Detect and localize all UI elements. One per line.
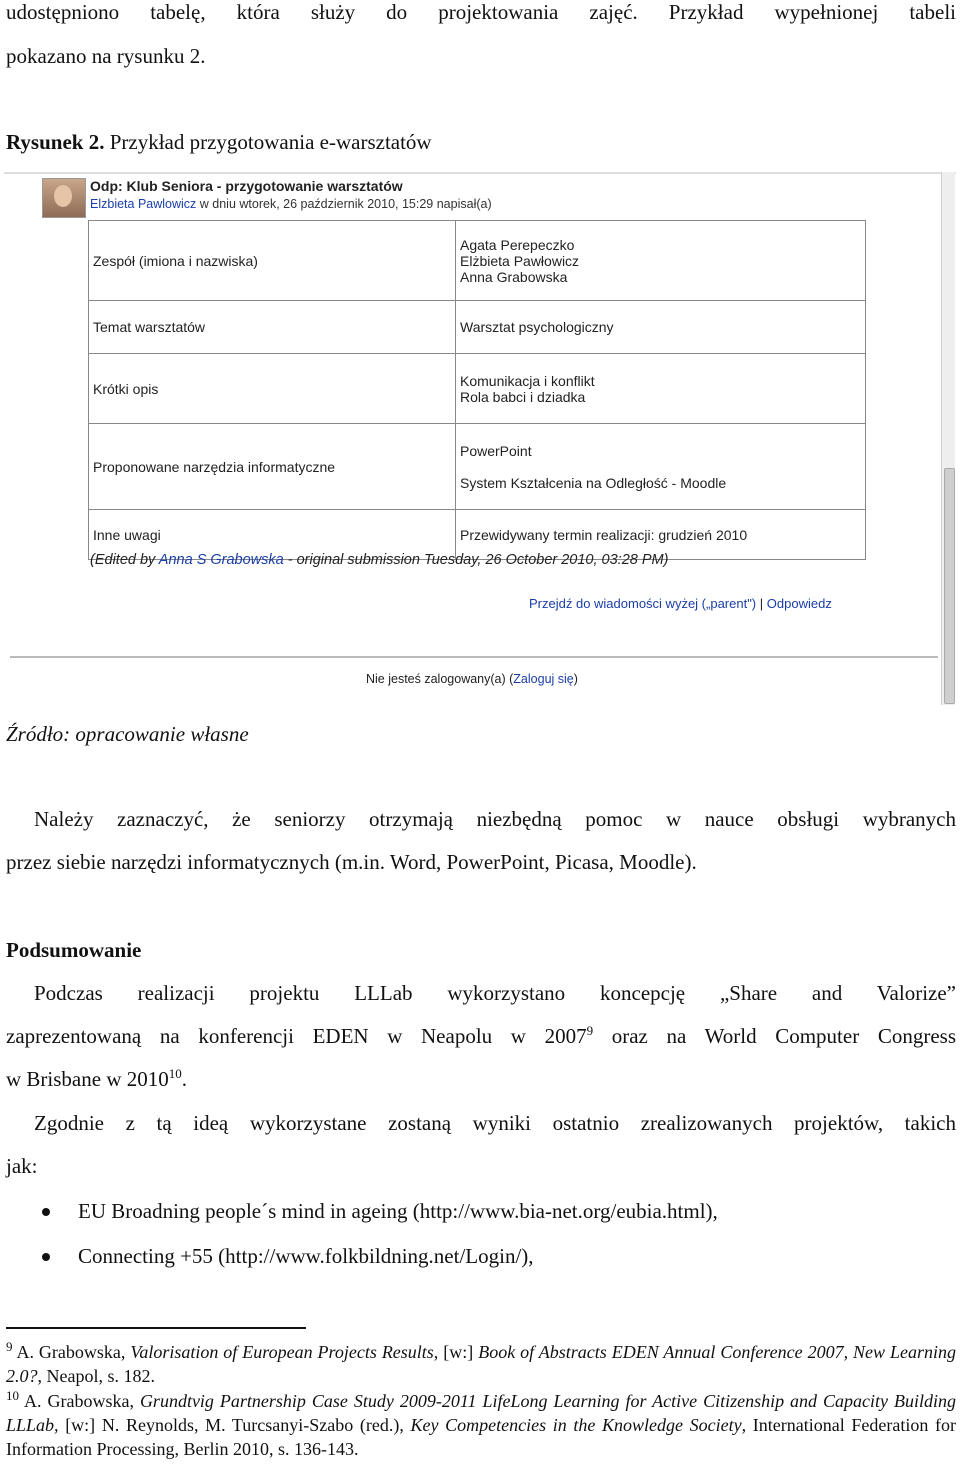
table-cell-label: Temat warsztatów — [89, 301, 456, 354]
scrollbar[interactable] — [941, 172, 955, 705]
footnote-text: [w:] N. Reynolds, M. Turcsanyi-Szabo (red.), — [58, 1415, 411, 1435]
post-meta — [90, 197, 492, 211]
footnote-text: , Neapol, s. 182. — [37, 1366, 155, 1386]
table-cell-value — [456, 301, 866, 354]
footnote-title: Valorisation of European Projects Results, — [130, 1342, 439, 1362]
summary-p1-line-2b: oraz na World Computer Congress — [593, 1024, 956, 1048]
value-line: Anna Grabowska — [460, 268, 568, 285]
edited-author-link[interactable]: Anna S Grabowska — [158, 552, 284, 568]
summary-p2-line-1: Zgodnie z tą ideą wykorzystane zostaną wyniki ostatnio zrealizowanych projektów, takich — [34, 1111, 956, 1135]
login-status — [366, 672, 578, 686]
footnote-10 — [6, 1389, 956, 1461]
intro-line-1: udostępniono tabelę, która służy do projektowania zajęć. Przykład wypełnionej tabeli — [6, 0, 956, 24]
figure-source — [6, 722, 249, 747]
reply-link[interactable]: Odpowiedz — [766, 596, 832, 611]
footnote-number: 9 — [6, 1339, 13, 1354]
post-links — [529, 596, 832, 611]
value-line: Warsztat psychologiczny — [460, 319, 614, 335]
post-author-link[interactable]: Elzbieta Pawlowicz — [90, 197, 197, 211]
table-cell-label: Proponowane narzędzia informatyczne — [89, 424, 456, 510]
value-line: Elżbieta Pawłowicz — [460, 252, 580, 269]
footnote-9 — [6, 1340, 956, 1388]
figure-caption-label: Rysunek 2. — [6, 130, 105, 154]
summary-p2-line-2: jak: — [6, 1154, 38, 1178]
summary-p1-line-3 — [6, 1067, 187, 1092]
summary-p1-line-2 — [6, 1024, 956, 1049]
avatar — [42, 178, 86, 218]
value-line: Przewidywany termin realizacji: grudzień 2010 — [460, 526, 748, 543]
post-title: Odp: Klub Seniora - przygotowanie warsztatów — [90, 178, 403, 194]
forum-screenshot — [4, 172, 956, 705]
summary-p1-line-3b: . — [181, 1067, 187, 1091]
footnote-text: , International Federation for Information Processing, Berlin 2010, s. 136-143. — [6, 1415, 956, 1459]
screenshot-top-border — [4, 172, 956, 174]
login-close: ) — [573, 672, 578, 686]
table-cell-label: Krótki opis — [89, 354, 456, 424]
footnote-text: [w:] — [438, 1342, 479, 1362]
edited-prefix: (Edited by — [90, 552, 156, 568]
figure-source-text: Źródło: opracowanie własne — [6, 722, 249, 746]
para1-line-2: przez siebie narzędzi informatycznych (m.in. Word, PowerPoint, Picasa, Moodle). — [6, 850, 697, 874]
table-cell-value — [456, 354, 866, 424]
value-line: System Kształcenia na Odległość - Moodle — [460, 474, 727, 491]
list-item: Connecting +55 (http://www.folkbildning.net/Login/), — [78, 1244, 534, 1268]
footnote-text: A. Grabowska, — [12, 1342, 131, 1362]
list-item: EU Broadning people´s mind in ageing (http://www.bia-net.org/eubia.html), — [78, 1199, 718, 1223]
table-row — [89, 354, 866, 424]
link-separator: | — [759, 596, 764, 611]
intro-line-2: pokazano na rysunku 2. — [6, 44, 206, 68]
footnote-ref-10[interactable]: 10 — [168, 1066, 182, 1081]
value-line: PowerPoint — [460, 442, 532, 459]
value-line: Agata Perepeczko — [460, 236, 575, 253]
edited-suffix: - original submission Tuesday, 26 October 2010, 03:28 PM) — [287, 552, 669, 568]
table-row — [89, 301, 866, 354]
login-text: Nie jesteś zalogowany(a) ( — [366, 672, 514, 686]
bullet-icon — [42, 1208, 50, 1216]
summary-p1-line-1: Podczas realizacji projektu LLLab wykorzystano koncepcję „Share and Valorize” — [34, 981, 956, 1005]
figure-caption-text: Przykład przygotowania e-warsztatów — [109, 130, 432, 154]
value-line: Komunikacja i konflikt — [460, 372, 595, 389]
para1-line-1: Należy zaznaczyć, że seniorzy otrzymają niezbędną pomoc w nauce obsługi wybranych — [34, 807, 956, 831]
parent-link[interactable]: Przejdź do wiadomości wyżej („parent") — [529, 596, 757, 611]
table-row — [89, 221, 866, 301]
table-cell-value — [456, 424, 866, 510]
footnote-text: A. Grabowska, — [19, 1391, 140, 1411]
table-row — [89, 424, 866, 510]
footnote-book: Book of Abstracts EDEN Annual Conference 2007, New Learning 2.0? — [6, 1342, 956, 1386]
divider — [10, 656, 938, 658]
footnote-title: Grundtvig Partnership Case Study 2009-2011 LifeLong Learning for Active Citizenship and Capacity Building LLLab, — [6, 1391, 957, 1435]
table-cell-value — [456, 221, 866, 301]
login-link[interactable]: Zaloguj się — [513, 672, 574, 686]
summary-p1-line-2a: zaprezentowaną na konferencji EDEN w Neapolu w 2007 — [6, 1024, 587, 1048]
table-cell-label: Zespół (imiona i nazwiska) — [89, 221, 456, 301]
value-line: Rola babci i dziadka — [460, 388, 586, 405]
summary-heading — [6, 938, 141, 963]
summary-p1-line-3a: w Brisbane w 2010 — [6, 1067, 169, 1091]
figure-caption — [6, 130, 432, 155]
footnote-rule — [6, 1327, 306, 1329]
scrollbar-thumb[interactable] — [944, 468, 955, 704]
footnote-ref-9[interactable]: 9 — [586, 1023, 594, 1038]
table-cell-label: Inne uwagi — [89, 510, 456, 560]
post-date: w dniu wtorek, 26 październik 2010, 15:29 napisał(a) — [199, 197, 492, 211]
summary-heading-text: Podsumowanie — [6, 938, 142, 962]
footnote-number: 10 — [6, 1388, 19, 1403]
edited-note — [90, 552, 668, 568]
workshop-table — [88, 220, 866, 560]
bullet-icon — [42, 1253, 50, 1261]
avatar-face — [54, 185, 72, 207]
footnote-book: Key Competencies in the Knowledge Society — [410, 1415, 742, 1435]
